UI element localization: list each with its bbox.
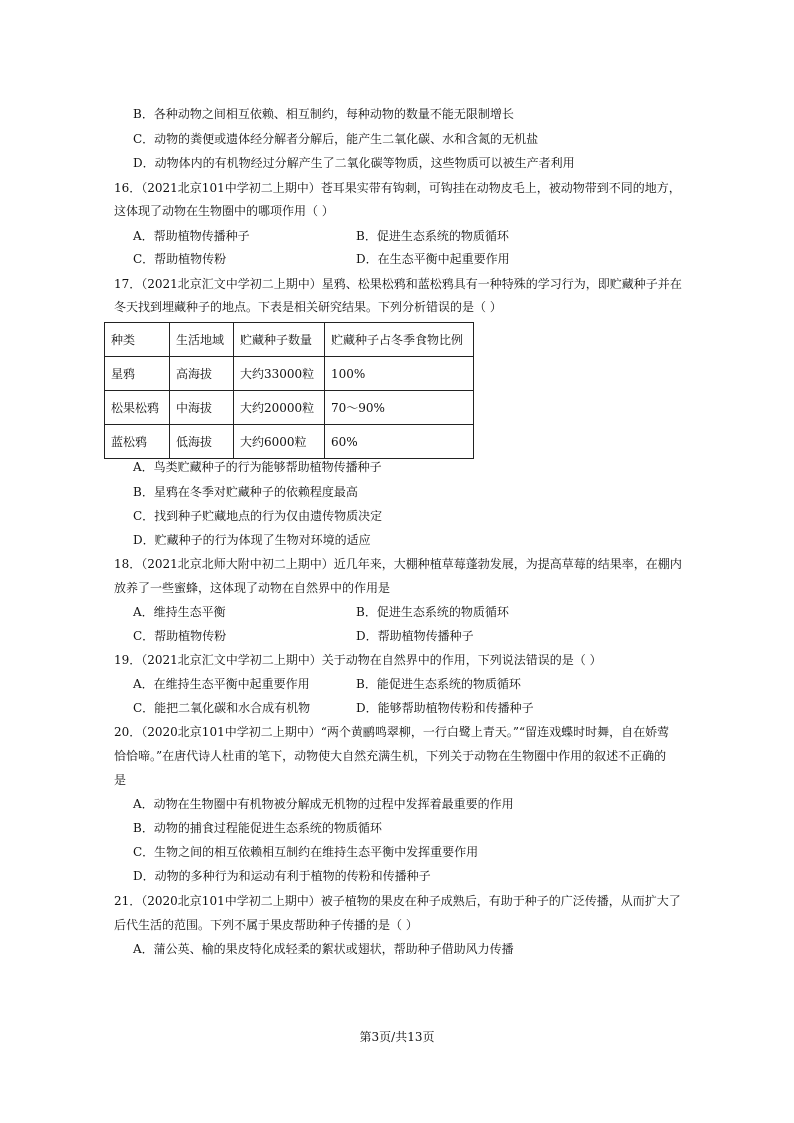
table-cell: 70～90% <box>325 391 474 425</box>
table-header-row <box>105 323 474 357</box>
q17-option-b: B．星鸦在冬季对贮藏种子的依赖程度最高 <box>133 485 358 499</box>
q19-option-d: D．能够帮助植物传粉和传播种子 <box>356 701 534 715</box>
q19-option-a: A．在维持生态平衡中起重要作用 <box>133 677 310 691</box>
table-header-cell: 生活地域 <box>170 323 234 357</box>
q18-stem-line2: 放养了一些蜜蜂，这体现了动物在自然界中的作用是 <box>114 581 391 595</box>
table-cell: 星鸦 <box>105 357 170 391</box>
q20-option-a: A．动物在生物圈中有机物被分解成无机物的过程中发挥着最重要的作用 <box>133 797 514 811</box>
table-row <box>105 357 474 391</box>
q17-option-c: C．找到种子贮藏地点的行为仅由遗传物质决定 <box>133 509 383 523</box>
q18-stem-line1: 18．（2021北京北师大附中初二上期中）近几年来，大棚种植草莓蓬勃发展，为提高草莓的结果率，在棚内 <box>114 557 682 571</box>
q15-option-d: D．动物体内的有机物经过分解产生了二氧化碳等物质，这些物质可以被生产者利用 <box>133 156 575 170</box>
table-cell: 高海拔 <box>170 357 234 391</box>
q16-stem-line2: 这体现了动物在生物圈中的哪项作用（ ） <box>114 204 334 218</box>
q18-option-a: A．维持生态平衡 <box>133 605 226 619</box>
q17-data-table <box>104 322 474 459</box>
table-cell: 大约6000粒 <box>234 425 325 459</box>
q16-option-b: B．促进生态系统的物质循环 <box>356 229 509 243</box>
q19-stem-line1: 19．（2021北京汇文中学初二上期中）关于动物在自然界中的作用，下列说法错误的是（ ） <box>114 653 602 667</box>
q17-option-d: D．贮藏种子的行为体现了生物对环境的适应 <box>133 533 371 547</box>
q18-option-d: D．帮助植物传播种子 <box>356 629 474 643</box>
table-cell: 大约33000粒 <box>234 357 325 391</box>
q18-option-b: B．促进生态系统的物质循环 <box>356 605 509 619</box>
table-cell: 大约20000粒 <box>234 391 325 425</box>
table-cell: 60% <box>325 425 474 459</box>
q17-option-a: A．鸟类贮藏种子的行为能够帮助植物传播种子 <box>133 460 382 474</box>
q16-stem-line1: 16．（2021北京101中学初二上期中）苍耳果实带有钩刺，可钩挂在动物皮毛上，被动物带到不同的地方， <box>114 181 681 195</box>
q20-stem-line3: 是 <box>114 773 127 787</box>
table-cell: 100% <box>325 357 474 391</box>
table-cell: 松果松鸦 <box>105 391 170 425</box>
q18-option-c: C．帮助植物传粉 <box>133 629 227 643</box>
q20-option-b: B．动物的捕食过程能促进生态系统的物质循环 <box>133 821 382 835</box>
q16-option-a: A．帮助植物传播种子 <box>133 229 250 243</box>
q15-option-b: B．各种动物之间相互依赖、相互制约，每种动物的数量不能无限制增长 <box>133 107 514 121</box>
table-cell: 中海拔 <box>170 391 234 425</box>
table-row <box>105 391 474 425</box>
q17-stem-line2: 冬天找到埋藏种子的地点。下表是相关研究结果。下列分析错误的是（ ） <box>114 300 502 314</box>
q20-option-d: D．动物的多种行为和运动有利于植物的传粉和传播种子 <box>133 869 431 883</box>
table-header-cell: 贮藏种子数量 <box>234 323 325 357</box>
q19-option-b: B．能促进生态系统的物质循环 <box>356 677 521 691</box>
table-header-cell: 种类 <box>105 323 170 357</box>
q21-stem-line1: 21．（2020北京101中学初二上期中）被子植物的果皮在种子成熟后，有助于种子的广泛传播，从而扩大了 <box>114 894 681 908</box>
table-cell: 低海拔 <box>170 425 234 459</box>
table-header-cell: 贮藏种子占冬季食物比例 <box>325 323 474 357</box>
table-row <box>105 425 474 459</box>
q17-stem-line1: 17．（2021北京汇文中学初二上期中）星鸦、松果松鸦和蓝松鸦具有一种特殊的学习行为，即贮藏种子并在 <box>114 277 682 291</box>
q21-option-a: A．蒲公英、榆的果皮特化成轻柔的絮状或翅状，帮助种子借助风力传播 <box>133 942 514 956</box>
q15-option-c: C．动物的粪便或遗体经分解者分解后，能产生二氧化碳、水和含氮的无机盐 <box>133 132 539 146</box>
q20-stem-line2: 恰恰啼。”在唐代诗人杜甫的笔下，动物使大自然充满生机，下列关于动物在生物圈中作用的叙述不正确的 <box>114 749 667 763</box>
table-cell: 蓝松鸦 <box>105 425 170 459</box>
q16-option-c: C．帮助植物传粉 <box>133 252 227 266</box>
q19-option-c: C．能把二氧化碳和水合成有机物 <box>133 701 311 715</box>
page-number-footer: 第3页/共13页 <box>359 1030 435 1044</box>
q20-option-c: C．生物之间的相互依赖相互制约在维持生态平衡中发挥重要作用 <box>133 845 479 859</box>
q20-stem-line1: 20．（2020北京101中学初二上期中）“两个黄鹂鸣翠柳，一行白鹭上青天。”“留连戏蝶时时舞，自在娇莺 <box>114 725 670 739</box>
q21-stem-line2: 后代生活的范围。下列不属于果皮帮助种子传播的是（ ） <box>114 918 418 932</box>
q16-option-d: D．在生态平衡中起重要作用 <box>356 252 510 266</box>
